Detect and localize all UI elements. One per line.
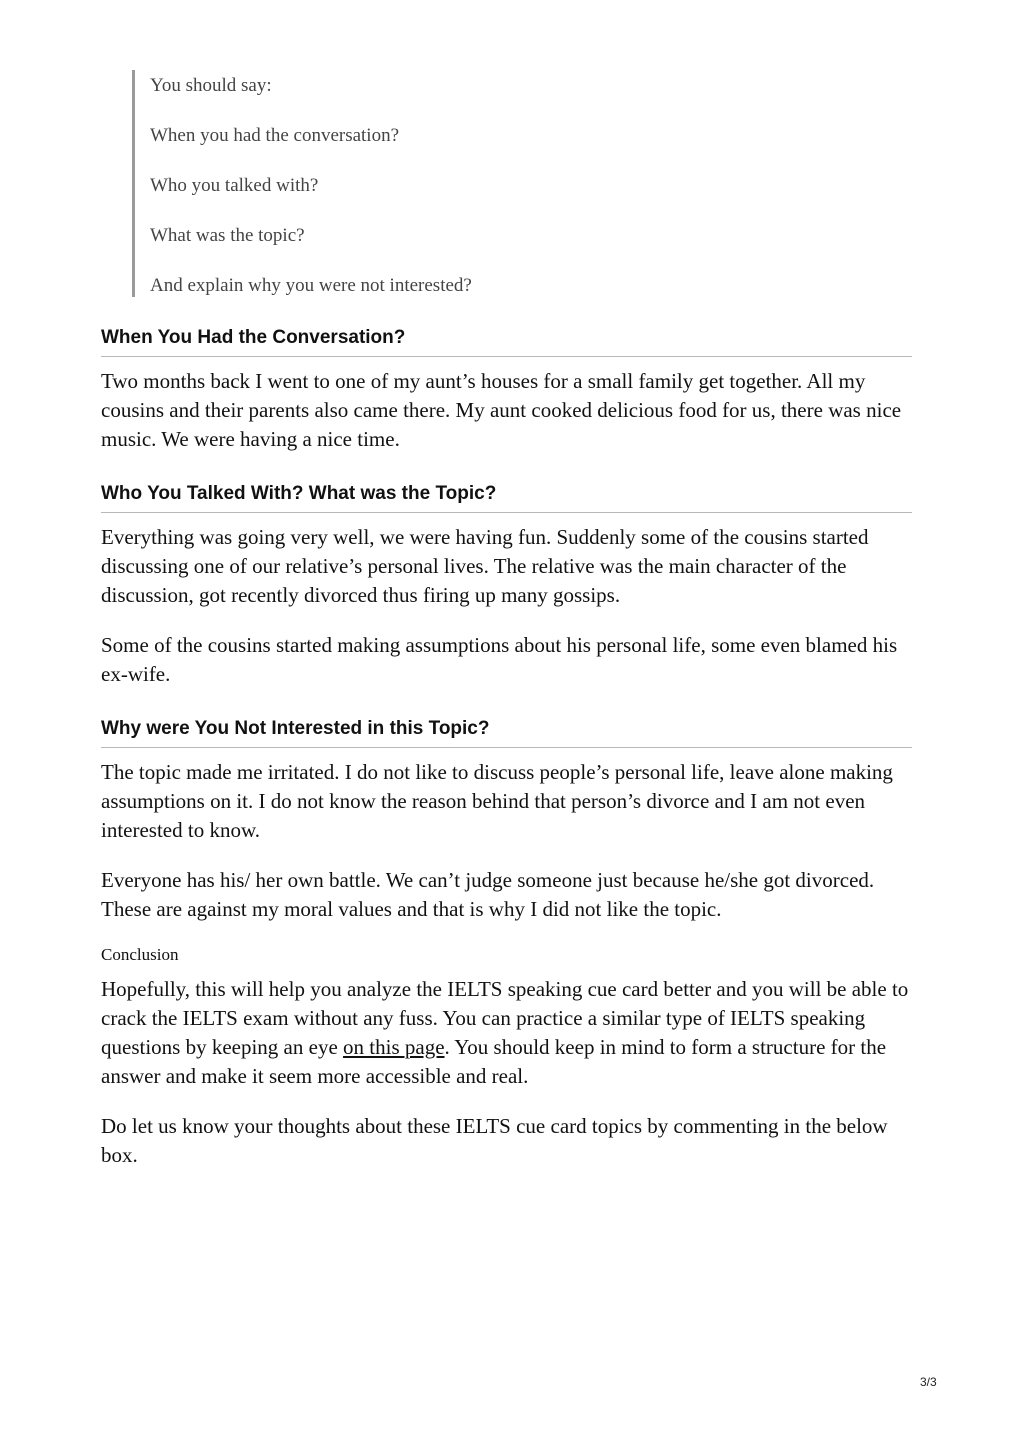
cue-card-blockquote <box>132 70 912 297</box>
conclusion-text: Hopefully, this will help you analyze the IELTS speaking cue card better and you will be able to crack the IELTS exam without any fuss. You can practice a similar type of IELTS speaking questions by keeping an eye <box>101 977 909 1059</box>
section-paragraph: Everything was going very well, we were having fun. Suddenly some of the cousins started discussing one of our relative’s personal lives. The relative was the main character of the discussion, got recently divorced thus firing up many gossips. <box>101 525 869 607</box>
cue-card-question: What was the topic? <box>150 225 305 246</box>
section-paragraph: Everyone has his/ her own battle. We can’t judge someone just because he/she got divorced. These are against my moral values and that is why I did not like the topic. <box>101 868 875 921</box>
section-heading-who: Who You Talked With? What was the Topic? <box>101 482 912 513</box>
section-paragraph: Some of the cousins started making assumptions about his personal life, some even blamed his ex-wife. <box>101 633 898 686</box>
conclusion-text: . You should keep in mind to form a structure for the answer and make it seem more accessible and real. <box>101 1035 887 1088</box>
conclusion-label: Conclusion <box>101 945 179 964</box>
document-page <box>101 70 912 1170</box>
section-heading-when: When You Had the Conversation? <box>101 326 912 357</box>
cue-card-question: And explain why you were not interested? <box>150 275 472 296</box>
cue-card-question: When you had the conversation? <box>150 125 400 146</box>
section-heading-why: Why were You Not Interested in this Topic? <box>101 717 912 748</box>
on-this-page-link[interactable]: on this page <box>343 1035 445 1059</box>
cue-card-question: Who you talked with? <box>150 175 319 196</box>
cue-card-intro: You should say: <box>150 75 272 96</box>
conclusion-paragraph: Do let us know your thoughts about these IELTS cue card topics by commenting in the below box. <box>101 1114 888 1167</box>
conclusion-paragraph <box>101 975 912 1091</box>
section-paragraph: Two months back I went to one of my aunt’s houses for a small family get together. All my cousins and their parents also came there. My aunt cooked delicious food for us, there was nice music. We were having a nice time. <box>101 369 902 451</box>
page-number: 3/3 <box>920 1375 937 1389</box>
section-paragraph: The topic made me irritated. I do not like to discuss people’s personal life, leave alone making assumptions on it. I do not know the reason behind that person’s divorce and I am not even interested to know. <box>101 760 893 842</box>
